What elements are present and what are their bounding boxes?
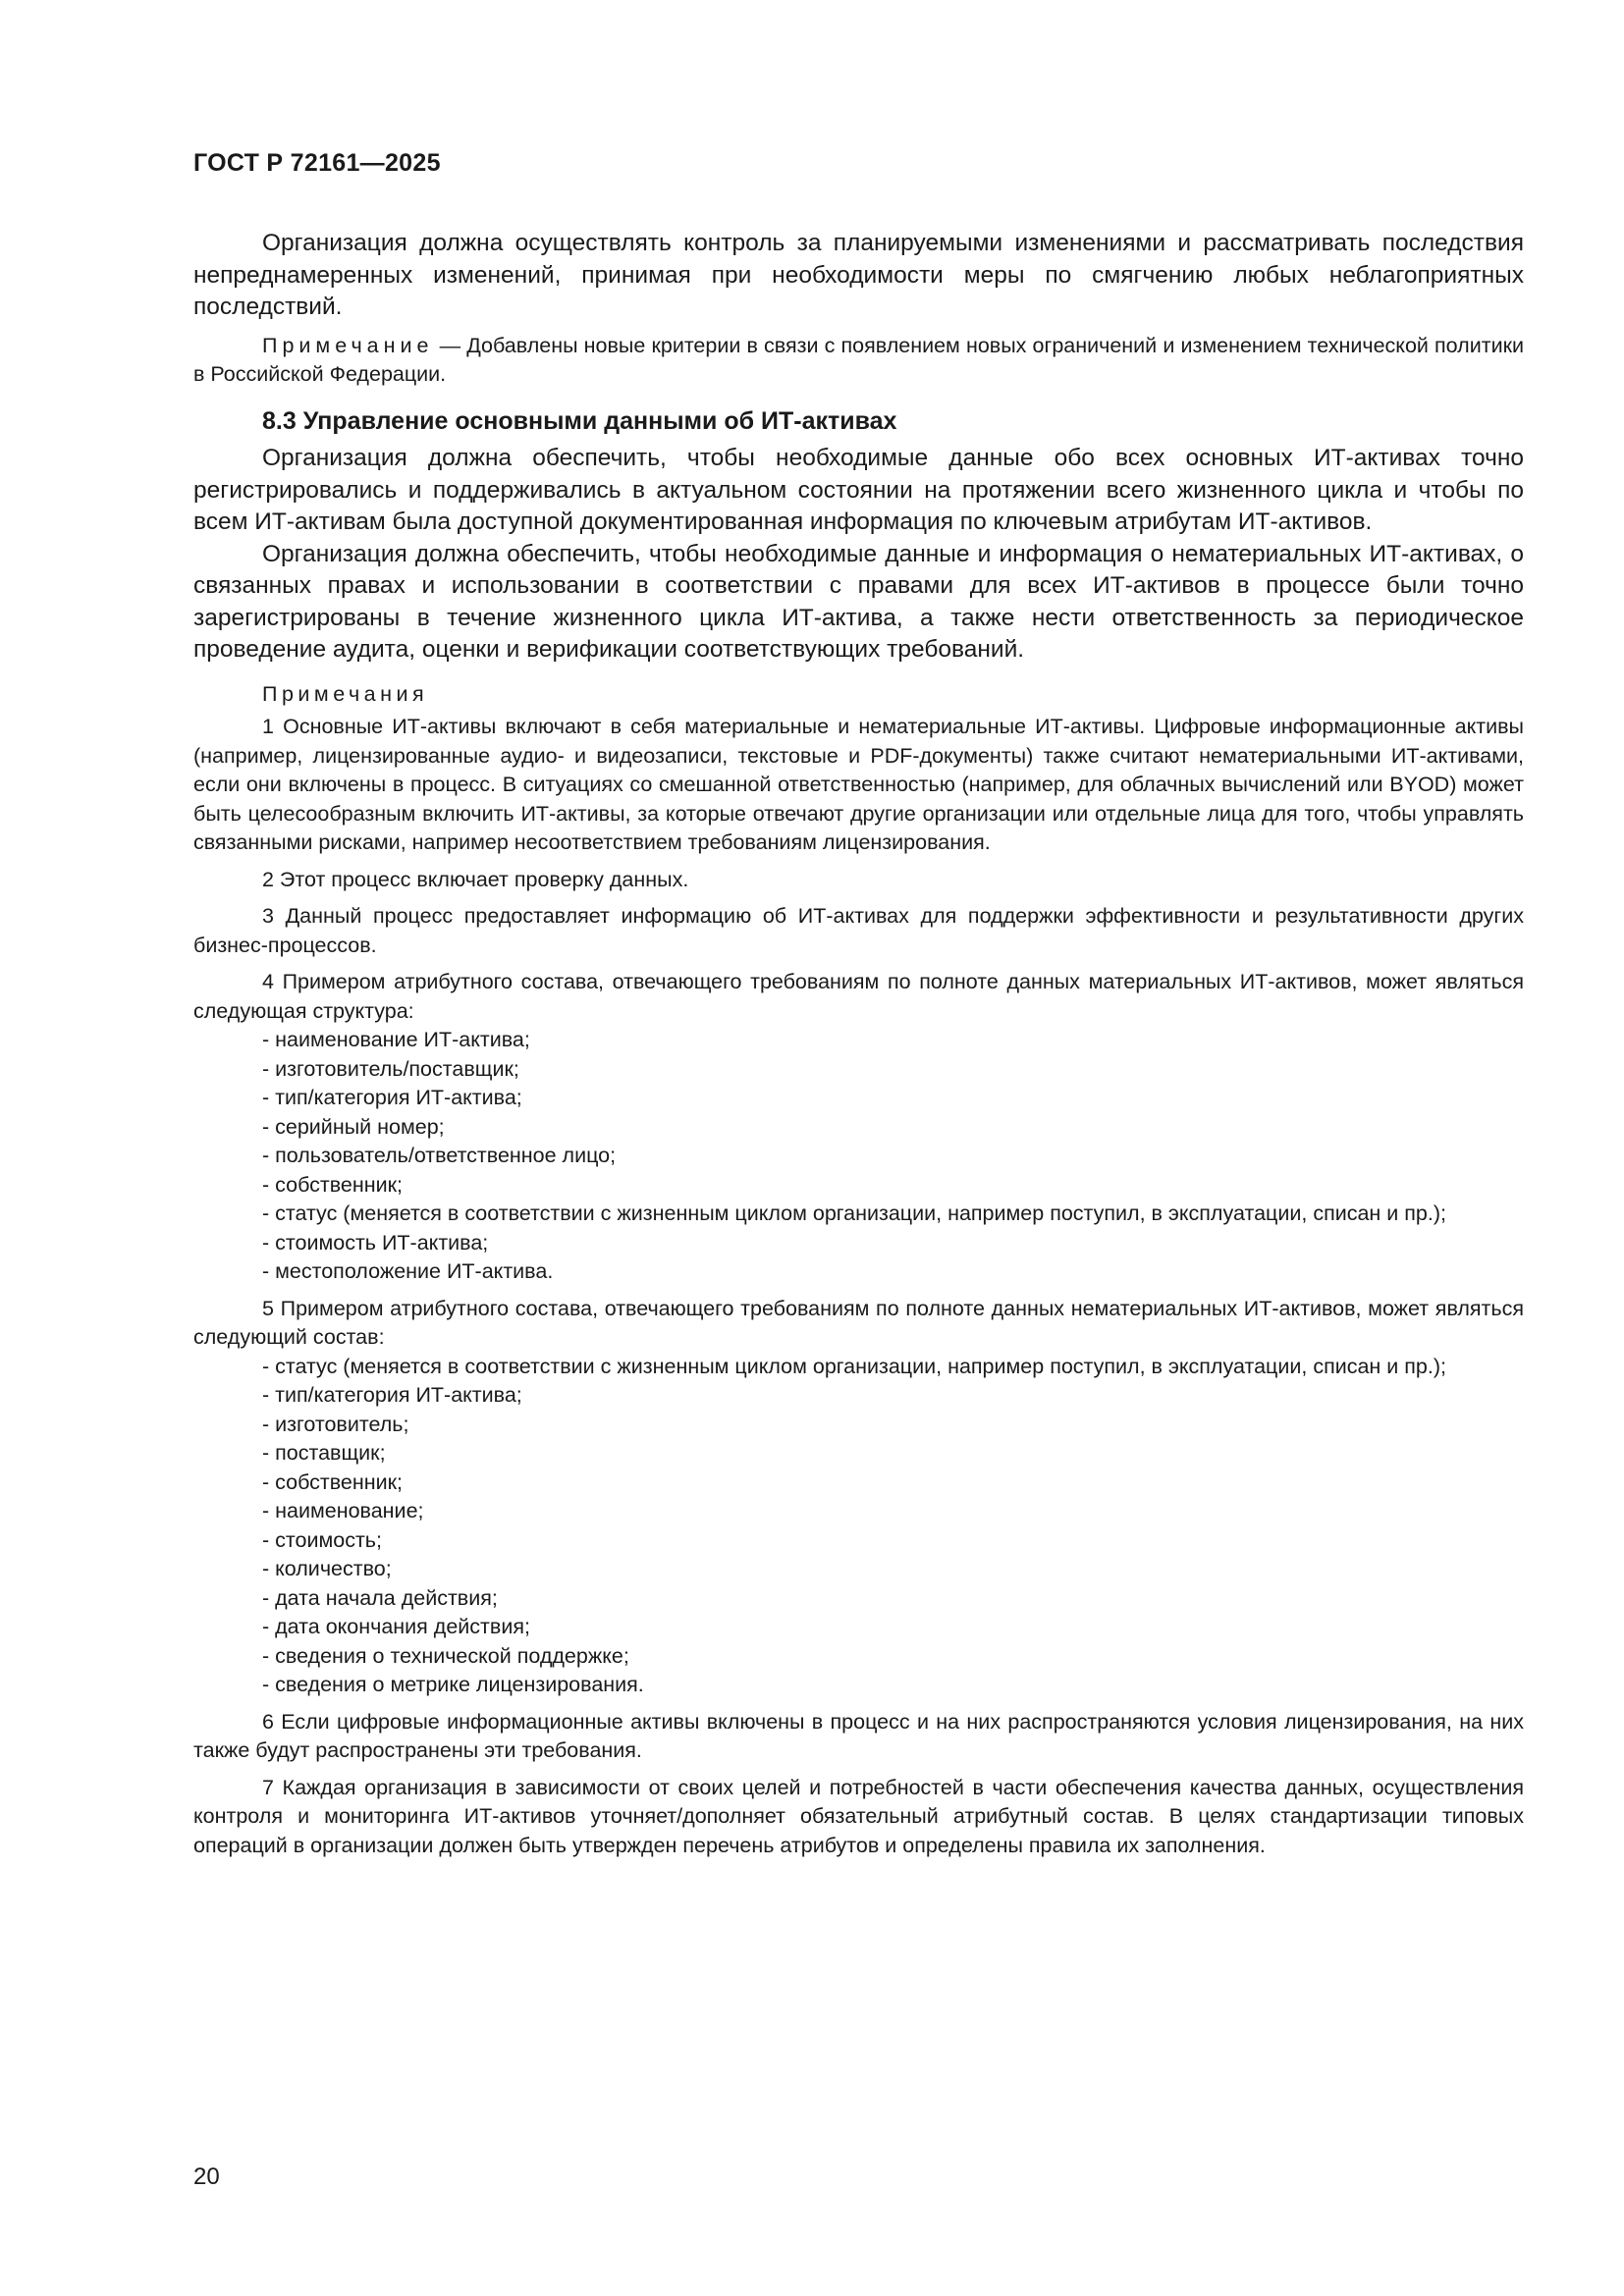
note-5: 5 Примером атрибутного состава, отвечающего требованиям по полноте данных нематериальных ИТ-активов, может являться следующий состав: bbox=[193, 1296, 1524, 1349]
note-text: — Добавлены новые критерии в связи с появлением новых ограничений и изменением технической политики в Российской Федерации. bbox=[193, 333, 1524, 386]
note-3: 3 Данный процесс предоставляет информацию об ИТ-активах для поддержки эффективности и результативности других бизнес-процессов. bbox=[193, 904, 1524, 957]
list-item: - сведения о метрике лицензирования. bbox=[262, 1673, 644, 1696]
list-item: - дата окончания действия; bbox=[262, 1615, 530, 1638]
document-code-header: ГОСТ Р 72161—2025 bbox=[193, 149, 441, 177]
note-4-attribute-list bbox=[193, 1026, 1524, 1287]
list-item: - стоимость ИТ-актива; bbox=[262, 1230, 489, 1255]
list-item: - количество; bbox=[262, 1557, 392, 1580]
list-item: - наименование ИТ-актива; bbox=[262, 1028, 530, 1051]
list-item: - сведения о технической поддержке; bbox=[262, 1643, 629, 1668]
section-paragraph-1: Организация должна обеспечить, чтобы необходимые данные обо всех основных ИТ-активах точно регистрировались и поддерживались в актуальном состоянии на протяжении всего жизненного цикла и чтобы по всем ИТ-активам была доступной документированная информация по ключевым атрибутам ИТ-активов. bbox=[193, 445, 1524, 535]
list-item: - изготовитель; bbox=[262, 1412, 409, 1436]
list-item: - стоимость; bbox=[262, 1527, 382, 1552]
note-label: Примечание bbox=[262, 333, 434, 357]
note-4: 4 Примером атрибутного состава, отвечающего требованиям по полноте данных материальных ИТ-активов, может являться следующая структура: bbox=[193, 970, 1524, 1023]
list-item: - серийный номер; bbox=[262, 1114, 445, 1139]
note-2: 2 Этот процесс включает проверку данных. bbox=[262, 867, 689, 891]
list-item: - статус (меняется в соответствии с жизненным циклом организации, например поступил, в эксплуатации, списан и пр.); bbox=[262, 1354, 1446, 1378]
section-heading: 8.3 Управление основными данными об ИТ-активах bbox=[262, 406, 897, 435]
list-item: - тип/категория ИТ-актива; bbox=[262, 1086, 522, 1109]
section-paragraph-2: Организация должна обеспечить, чтобы необходимые данные и информация о нематериальных ИТ-активах, о связанных правах и использовании в соответствии с правами для всех ИТ-активов в процессе были точно зарегистрированы в течение жизненного цикла ИТ-актива, а также нести ответственность за периодическое проведение аудита, оценки и верификации соответствующих требований. bbox=[193, 540, 1524, 663]
list-item: - собственник; bbox=[262, 1469, 404, 1494]
list-item: - статус (меняется в соответствии с жизненным циклом организации, например поступил, в эксплуатации, списан и пр.); bbox=[262, 1201, 1446, 1225]
list-item: - местоположение ИТ-актива. bbox=[262, 1259, 554, 1283]
note-1: 1 Основные ИТ-активы включают в себя материальные и нематериальные ИТ-активы. Цифровые информационные активы (например, лицензированные аудио- и видеозаписи, текстовые и PDF-документы) также считают нематериальными ИТ-активами, если они включены в процесс. В ситуациях со смешанной ответственностью (например, для облачных вычислений или BYOD) может быть целесообразным включить ИТ-активы, за которые отвечают другие организации или отдельные лица для того, чтобы управлять связанными рисками, например несоответствием требованиям лицензирования. bbox=[193, 715, 1524, 854]
notes-title: Примечания bbox=[262, 681, 429, 706]
list-item: - наименование; bbox=[262, 1499, 424, 1522]
page-content bbox=[193, 228, 1524, 1860]
note-7: 7 Каждая организация в зависимости от своих целей и потребностей в части обеспечения качества данных, осуществления контроля и мониторинга ИТ-активов уточняет/дополняет обязательный атрибутный состав. В целях стандартизации типовых операций в организации должен быть утвержден перечень атрибутов и определены правила их заполнения. bbox=[193, 1775, 1524, 1857]
note-5-attribute-list bbox=[193, 1353, 1524, 1700]
list-item: - тип/категория ИТ-актива; bbox=[262, 1383, 522, 1407]
intro-note bbox=[193, 332, 1524, 390]
note-6: 6 Если цифровые информационные активы включены в процесс и на них распространяются условия лицензирования, на них также будут распространены эти требования. bbox=[193, 1709, 1524, 1762]
list-item: - изготовитель/поставщик; bbox=[262, 1056, 519, 1081]
list-item: - поставщик; bbox=[262, 1441, 386, 1465]
list-item: - дата начала действия; bbox=[262, 1585, 498, 1610]
intro-paragraph: Организация должна осуществлять контроль за планируемыми изменениями и рассматривать последствия непреднамеренных изменений, принимая при необходимости меры по смягчению любых неблагоприятных последствий. bbox=[193, 230, 1524, 320]
page-number: 20 bbox=[193, 2163, 220, 2190]
list-item: - собственник; bbox=[262, 1172, 404, 1197]
list-item: - пользователь/ответственное лицо; bbox=[262, 1144, 617, 1167]
